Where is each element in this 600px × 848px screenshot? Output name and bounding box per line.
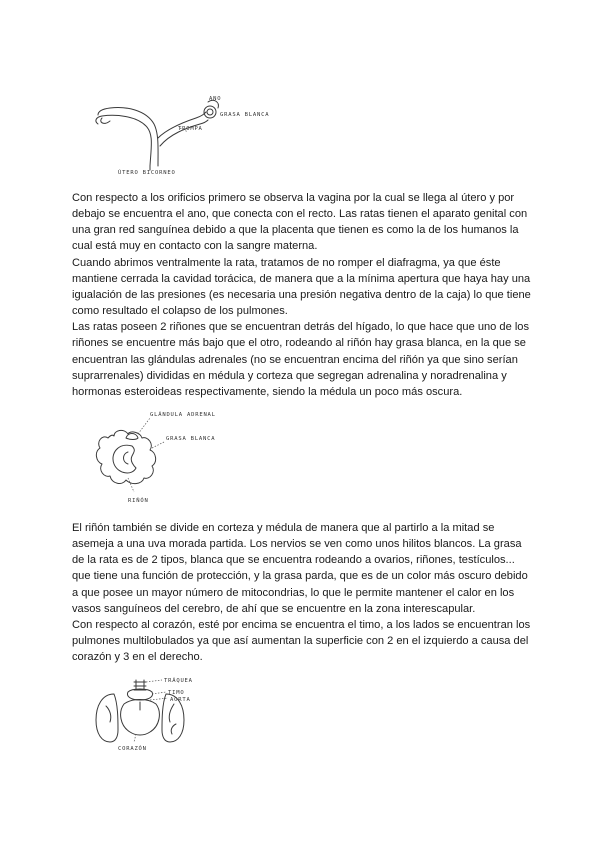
kidney-sketch bbox=[88, 408, 268, 508]
uterus-drawing bbox=[88, 88, 288, 178]
label-ano: ANO bbox=[209, 96, 222, 102]
uterus-sketch bbox=[88, 88, 288, 178]
label-timo: TIMO bbox=[168, 690, 185, 696]
label-corazon: CORAZÓN bbox=[118, 746, 147, 752]
label-grasa-blanca: GRASA BLANCA bbox=[220, 112, 270, 118]
body-text-section-2 bbox=[72, 520, 534, 665]
label-rinon: RIÑÓN bbox=[128, 498, 149, 504]
label-aorta: AORTA bbox=[170, 697, 191, 703]
paragraph: Con respecto al corazón, esté por encima se encuentra el timo, a los lados se encuentran los pulmones multilobulados ya que así aumentan la superficie con 2 en el izquierdo a causa del corazón y 3 en el derecho. bbox=[72, 618, 531, 664]
label-traquea: TRÁQUEA bbox=[164, 678, 193, 684]
label-grasa-blanca: GRASA BLANCA bbox=[166, 436, 216, 442]
paragraph: Las ratas poseen 2 riñones que se encuentran detrás del hígado, lo que hace que uno de los riñones se encuentre más bajo que el otro, rodeando al riñón hay grasa blanca, en la que se encuentran las glándulas adrenales (no se encuentran encima del riñón ya que sino serían suprarrenales) divididas en médula y corteza que segregan adrenalina y noradrenalina y hormonas esteroideas respectivamente, siendo la médula un poco más oscura. bbox=[72, 321, 530, 398]
paragraph: El riñón también se divide en corteza y médula de manera que al partirlo a la mitad se asemeja a una uva morada partida. Los nervios se ven como unos hilitos blancos. La grasa de la rata es de 2 tipos, blanca que se encuentra rodeando a ovarios, riñones, testículos... que tiene una función de protección, y la grasa parda, que es de un color más oscuro debido a que posee un mayor número de mitocondrias, lo que le permite mantener el calor en los vasos sanguíneos del cerebro, de ahí que se encuentre en la zona interescapular. bbox=[72, 522, 528, 615]
label-utero: ÚTERO BICORNEO bbox=[118, 170, 176, 176]
paragraph: Con respecto a los orificios primero se observa la vagina por la cual se llega al útero y por debajo se encuentra el ano, que conecta con el recto. Las ratas tienen el aparato genital con una gran red sanguínea debido a que la placenta que tienen es como la de los humanos la cual está muy en contacto con la sangre materna. bbox=[72, 192, 528, 253]
body-text-section-1 bbox=[72, 190, 534, 400]
heart-lungs-sketch bbox=[88, 676, 288, 766]
heart-lungs-drawing bbox=[88, 676, 288, 766]
label-trompa: TROMPA bbox=[178, 126, 203, 132]
label-glandula-adrenal: GLÁNDULA ADRENAL bbox=[150, 412, 216, 418]
kidney-drawing bbox=[88, 408, 268, 508]
paragraph: Cuando abrimos ventralmente la rata, tratamos de no romper el diafragma, ya que éste mantiene cerrada la cavidad torácica, de manera que a la mínima apertura que haya hay una igualación de las presiones (es necesaria una presión negativa dentro de la caja) lo que tiene como resultado el colapso de los pulmones. bbox=[72, 256, 531, 318]
